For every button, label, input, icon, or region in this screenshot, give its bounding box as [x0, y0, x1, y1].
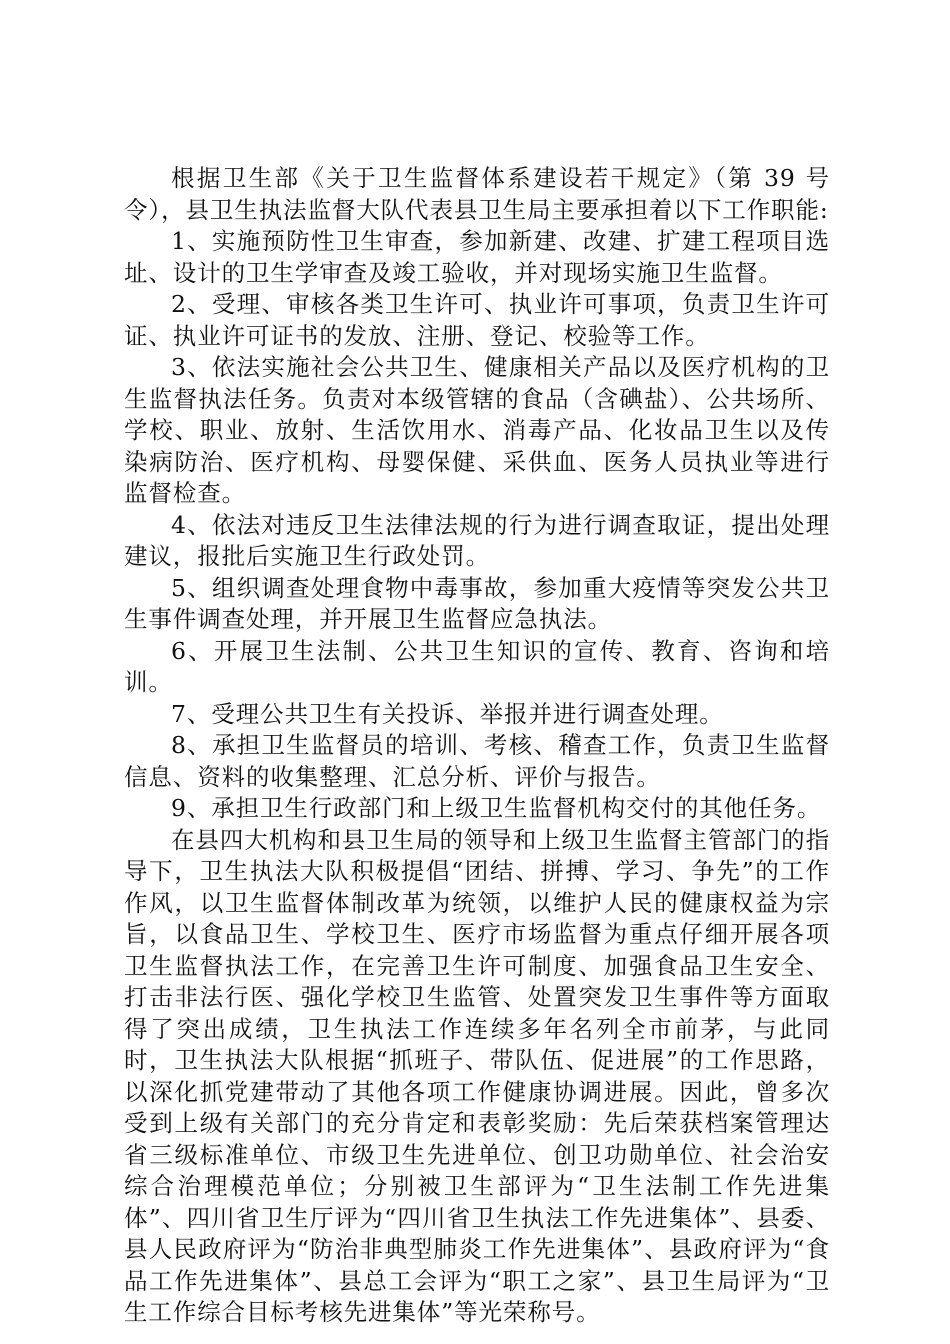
duty-item-1: 1、实施预防性卫生审查，参加新建、改建、扩建工程项目选址、设计的卫生学审查及竣工验收，并对现场实施卫生监督。 [124, 227, 830, 287]
document-body [124, 163, 830, 1329]
achievements-paragraph: 在县四大机构和县卫生局的领导和上级卫生监督主管部门的指导下，卫生执法大队积极提倡“团结、拼搏、学习、争先”的工作作风，以卫生监督体制改革为统领，以维护人民的健康权益为宗旨，以食品卫生、学校卫生、医疗市场监督为重点仔细开展各项卫生监督执法工作，在完善卫生许可制度、加强食品卫生安全、打击非法行医、强化学校卫生监管、处置突发卫生事件等方面取得了突出成绩，卫生执法工作连续多年名列全市前茅，与此同时，卫生执法大队根据“抓班子、带队伍、促进展”的工作思路，以深化抓党建带动了其他各项工作健康协调进展。因此，曾多次受到上级有关部门的充分肯定和表彰奖励：先后荣获档案管理达省三级标准单位、市级卫生先进单位、创卫功勋单位、社会治安综合治理模范单位；分别被卫生部评为“卫生法制工作先进集体”、四川省卫生厅评为“四川省卫生执法工作先进集体”、县委、县人民政府评为“防治非典型肺炎工作先进集体”、县政府评为“食品工作先进集体”、县总工会评为“职工之家”、县卫生局评为“卫生工作综合目标考核先进集体”等光荣称号。 [124, 825, 830, 1326]
duty-item-4: 4、依法对违反卫生法律法规的行为进行调查取证，提出处理建议，报批后实施卫生行政处罚。 [124, 510, 830, 570]
duty-item-2: 2、受理、审核各类卫生许可、执业许可事项，负责卫生许可证、执业许可证书的发放、注册、登记、校验等工作。 [124, 290, 830, 350]
duty-item-8: 8、承担卫生监督员的培训、考核、稽查工作，负责卫生监督信息、资料的收集整理、汇总分析、评价与报告。 [124, 731, 830, 791]
duty-item-3: 3、依法实施社会公共卫生、健康相关产品以及医疗机构的卫生监督执法任务。负责对本级管辖的食品（含碘盐）、公共场所、学校、职业、放射、生活饮用水、消毒产品、化妆品卫生以及传染病防治、医疗机构、母婴保健、采供血、医务人员执业等进行监督检查。 [124, 353, 830, 507]
duty-item-9: 9、承担卫生行政部门和上级卫生监督机构交付的其他任务。 [171, 794, 822, 822]
duty-item-7: 7、受理公共卫生有关投诉、举报并进行调查处理。 [171, 699, 724, 728]
intro-paragraph: 根据卫生部《关于卫生监督体系建设若干规定》（第 39 号令），县卫生执法监督大队代表县卫生局主要承担着以下工作职能: [124, 164, 830, 224]
duty-item-6: 6、开展卫生法制、公共卫生知识的宣传、教育、咨询和培训。 [124, 636, 830, 696]
duty-item-5: 5、组织调查处理食物中毒事故，参加重大疫情等突发公共卫生事件调查处理，并开展卫生监督应急执法。 [124, 573, 830, 633]
